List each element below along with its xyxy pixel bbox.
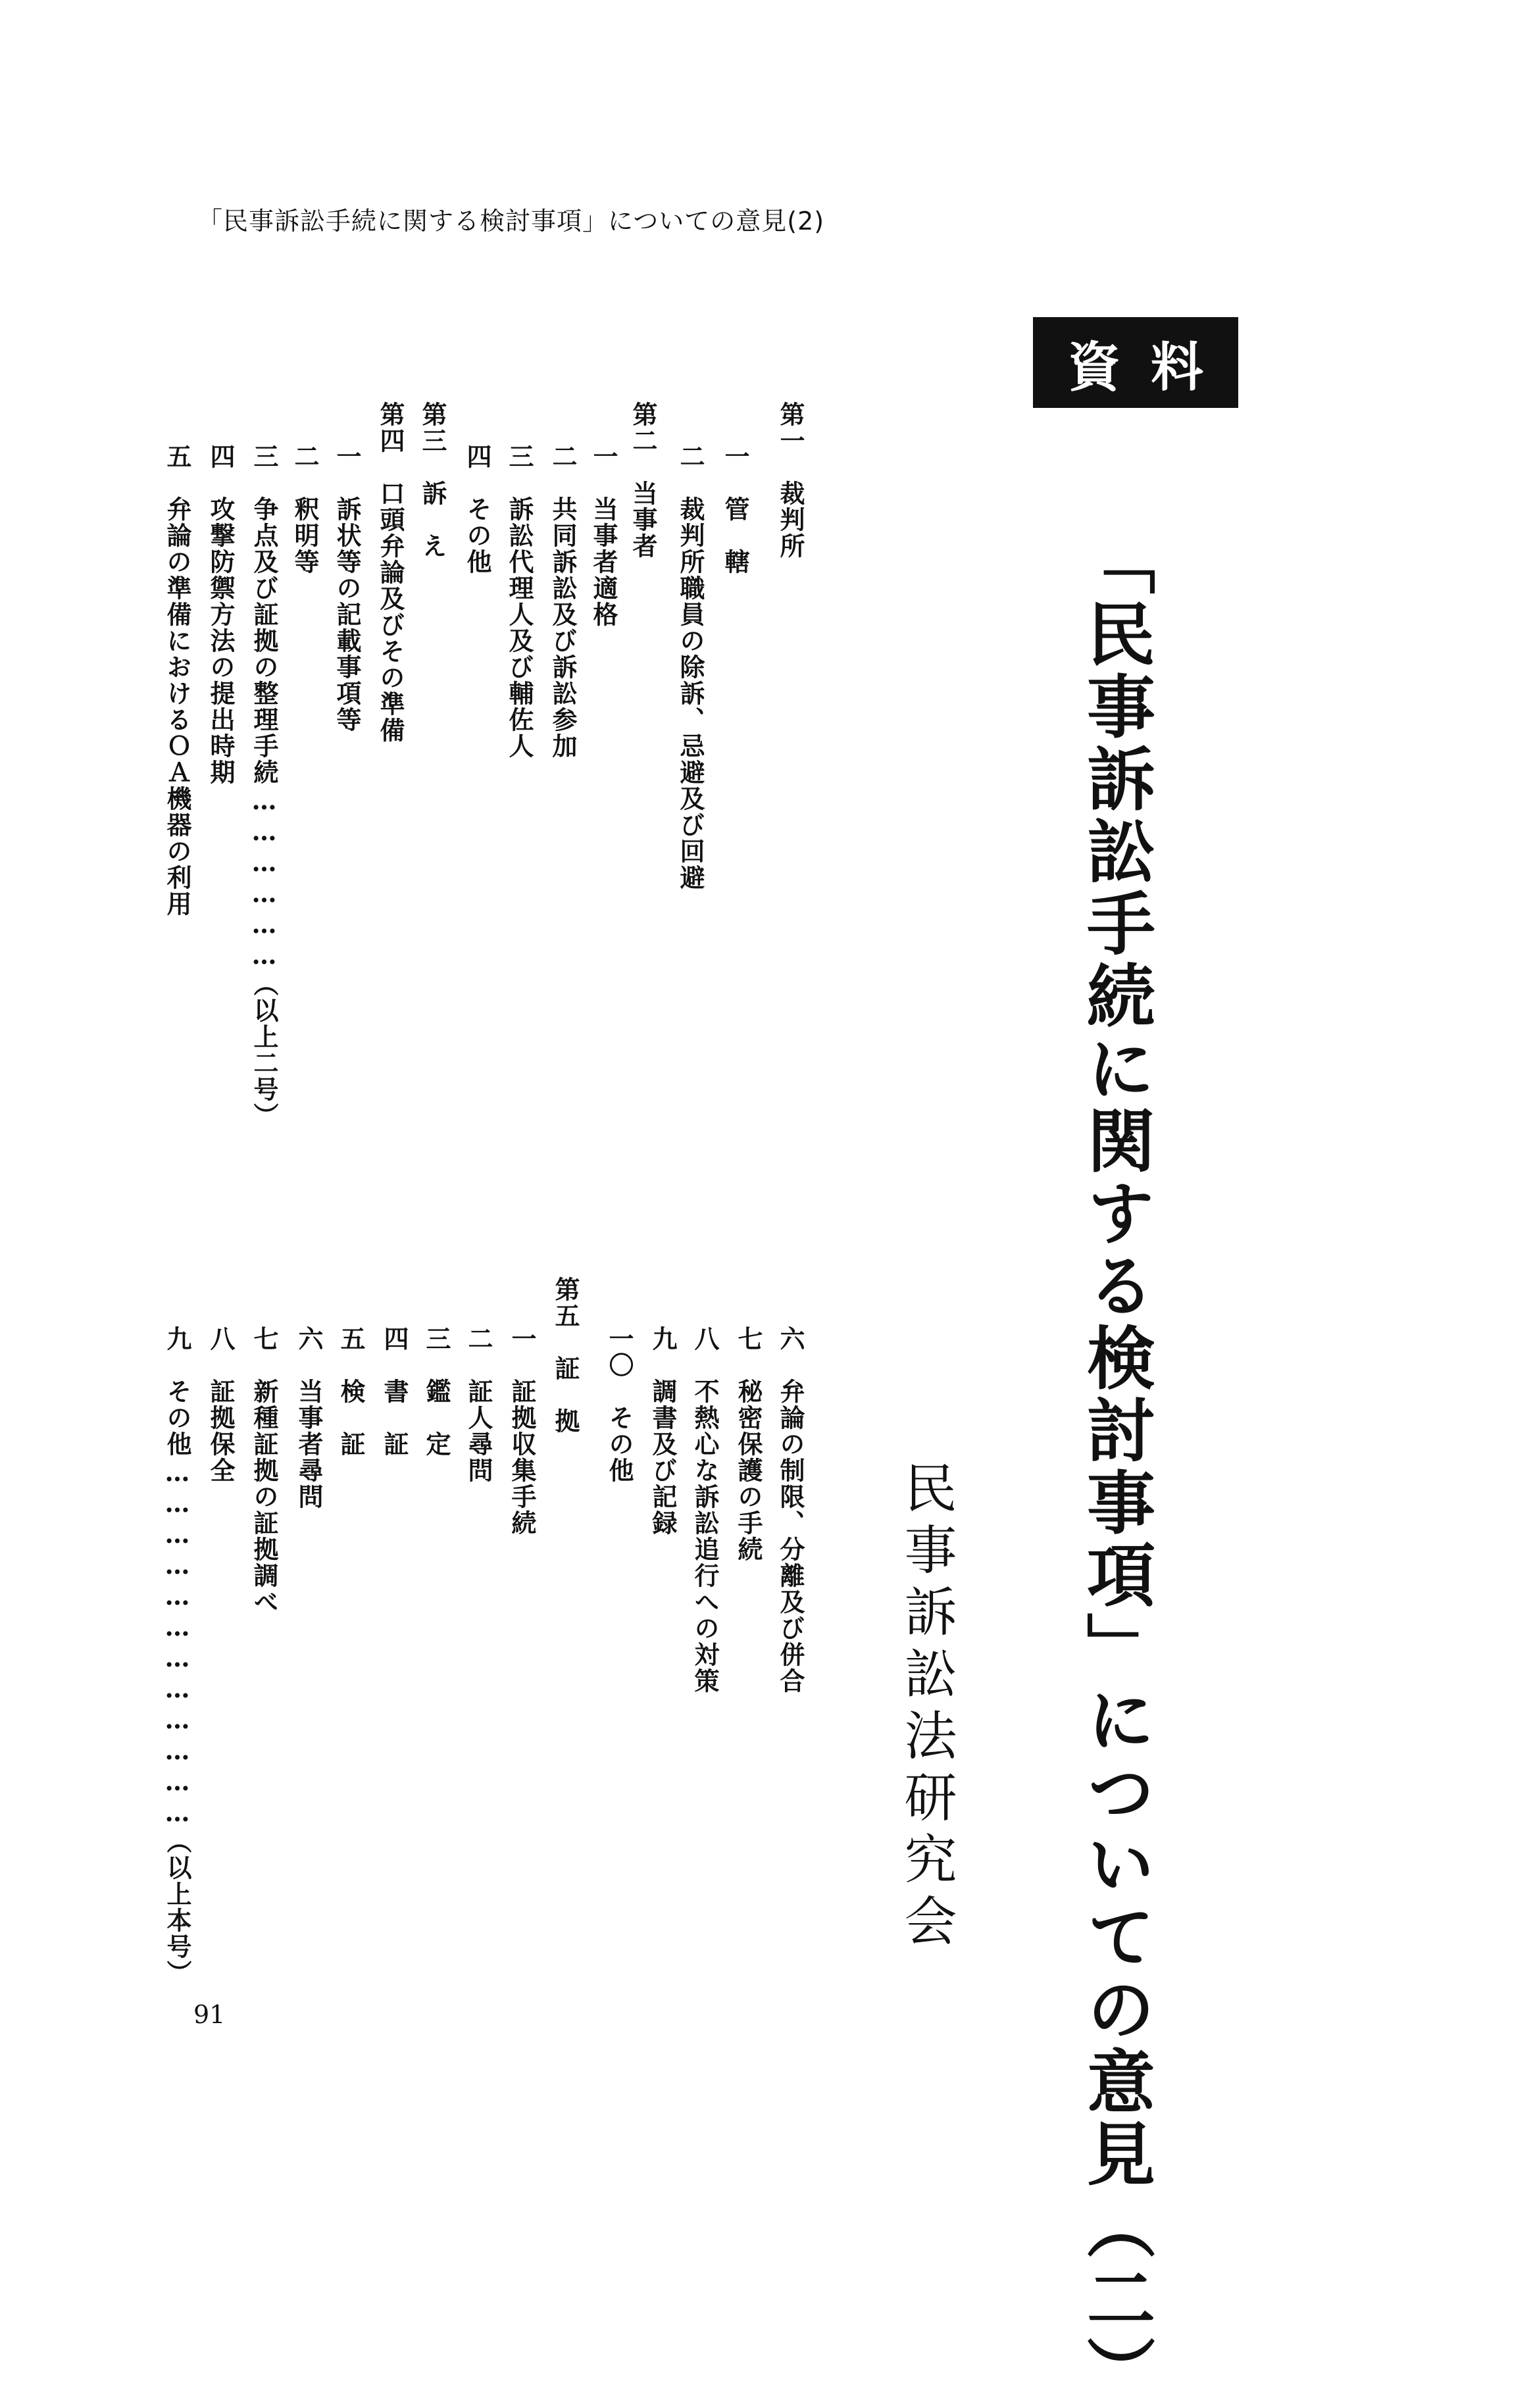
toc-item: 五 検 証 bbox=[336, 1326, 366, 1457]
toc-item: 二 証人尋問 bbox=[464, 1326, 493, 1484]
section-badge-label: 資料 bbox=[1068, 336, 1234, 398]
toc-item: 二 裁判所職員の除訴、忌避及び回避 bbox=[676, 443, 705, 891]
toc-item: 六 当事者尋問 bbox=[294, 1326, 324, 1510]
toc-item: 第二 当事者 bbox=[628, 401, 658, 559]
toc-item: 八 証拠保全 bbox=[206, 1326, 236, 1484]
toc-item: 八 不熱心な訴訟追行への対策 bbox=[690, 1326, 720, 1694]
toc-item: 第四 口頭弁論及びその準備 bbox=[376, 401, 405, 743]
running-header: 「民事訴訟手続に関する検討事項」についての意見(2) bbox=[197, 207, 825, 236]
article-title: 「民事訴訟手続に関する検討事項」についての意見（二） bbox=[1075, 526, 1156, 2408]
toc-item: 一 管 轄 bbox=[720, 443, 750, 575]
toc-item: 三 訴訟代理人及び輔佐人 bbox=[505, 443, 534, 759]
page-number: 91 bbox=[193, 2000, 226, 2029]
toc-item: 七 秘密保護の手続 bbox=[734, 1326, 763, 1563]
toc-item: 三 争点及び証拠の整理手続………………（以上二号） bbox=[249, 443, 279, 1129]
toc-item: 四 その他 bbox=[463, 443, 492, 575]
toc-item: 七 新種証拠の証拠調べ bbox=[249, 1326, 279, 1615]
toc-item: 第五 証 拠 bbox=[551, 1276, 580, 1434]
toc-item: 二 釈明等 bbox=[290, 443, 320, 575]
toc-item: 六 弁論の制限、分離及び併合 bbox=[776, 1326, 805, 1694]
toc-item: 一 訴状等の記載事項等 bbox=[332, 443, 362, 733]
toc-item: 第一 裁判所 bbox=[776, 401, 805, 559]
toc-item: 四 書 証 bbox=[380, 1326, 409, 1457]
toc-item: 五 弁論の準備におけるＯＡ機器の利用 bbox=[163, 443, 192, 917]
section-badge bbox=[1033, 317, 1238, 408]
toc-item: 三 鑑 定 bbox=[422, 1326, 451, 1457]
article-author: 民事訴訟法研究会 bbox=[895, 1461, 957, 1955]
toc-item: 四 攻撃防禦方法の提出時期 bbox=[206, 443, 236, 786]
toc-item: 一 当事者適格 bbox=[589, 443, 618, 628]
toc-item: 第三 訴 え bbox=[418, 401, 447, 559]
toc-item: 二 共同訴訟及び訴訟参加 bbox=[548, 443, 578, 759]
toc-item: 九 調書及び記録 bbox=[648, 1326, 678, 1536]
toc-item: 一 証拠収集手続 bbox=[507, 1326, 537, 1536]
toc-item: 九 その他………………………………（以上本号） bbox=[163, 1326, 192, 1986]
toc-item: 一〇 その他 bbox=[605, 1326, 634, 1484]
